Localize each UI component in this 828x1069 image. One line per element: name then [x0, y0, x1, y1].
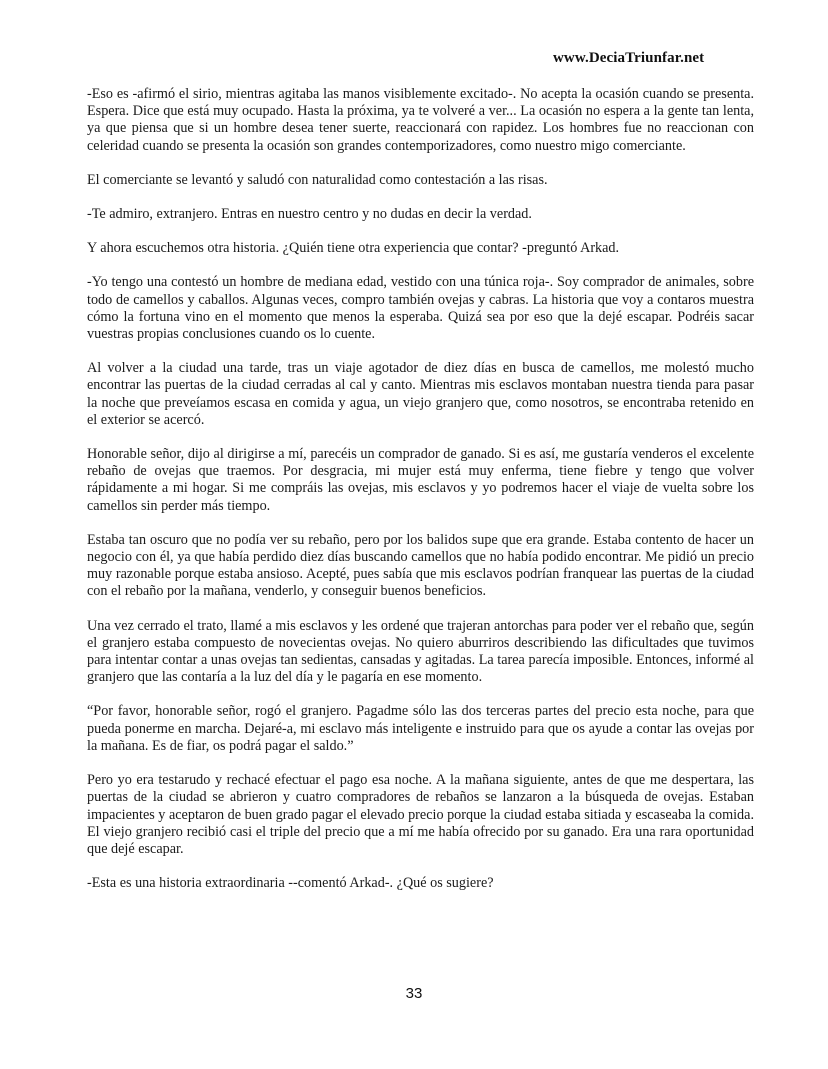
- paragraph: Una vez cerrado el trato, llamé a mis esclavos y les ordené que trajeran antorchas para poder ver el rebaño que, según el granjero estaba compuesto de novecientas ovejas. No quiero aburriros describiendo las dificultades que tuvimos para intentar contar a unas ovejas tan sedientas, cansadas y agitadas. La tarea parecía imposible. Entonces, informé al granjero que las contaría a la luz del día y le pagaría en ese momento.: [87, 617, 754, 686]
- paragraph: -Eso es -afirmó el sirio, mientras agitaba las manos visiblemente excitado-. No acepta la ocasión cuando se presenta. Espera. Dice que está muy ocupado. Hasta la próxima, ya te volveré a ver... La ocasión no espera a la gente tan lenta, ya que piensa que si un hombre desea tener suerte, reaccionará con rapidez. Los hombres fue no reaccionan con celeridad cuando se presenta la ocasión son grandes contemporizadores, como nuestro migo comerciante.: [87, 86, 754, 154]
- site-header-url: www.DeciaTriunfar.net: [553, 50, 705, 66]
- paragraph: Pero yo era testarudo y rechacé efectuar el pago esa noche. A la mañana siguiente, antes de que me despertara, las puertas de la ciudad se abrieron y cuatro compradores de rebaños se lanzaron a la búsqueda de ovejas. Estaban impacientes y aceptaron de buen grado pagar el elevado precio porque la ciudad estaba sitiada y escaseaba la comida. El viejo granjero recibió casi el triple del precio que a mí me había ofrecido por su ganado. Era una rara oportunidad que dejé escapar.: [87, 772, 754, 857]
- paragraph: El comerciante se levantó y saludó con naturalidad como contestación a las risas.: [87, 171, 548, 188]
- paragraph: -Esta es una historia extraordinaria --comentó Arkad-. ¿Qué os sugiere?: [87, 875, 494, 892]
- page-number: 33: [405, 985, 423, 1002]
- paragraph: Honorable señor, dijo al dirigirse a mí, parecéis un comprador de ganado. Si es así, me gustaría venderos el excelente rebaño de ovejas que traemos. Por desgracia, mi mujer está muy enferma, tiene fiebre y tengo que volver rápidamente a mi hogar. Si me compráis las ovejas, mis esclavos y yo podremos hacer el viaje de vuelta sobre los camellos sin perder más tiempo.: [87, 446, 754, 514]
- paragraph: -Te admiro, extranjero. Entras en nuestro centro y no dudas en decir la verdad.: [87, 206, 532, 223]
- paragraph: Estaba tan oscuro que no podía ver su rebaño, pero por los balidos supe que era grande. Estaba contento de hacer un negocio con él, ya que había perdido diez días buscando camellos que no había podido encontrar. Me pidió un precio muy razonable porque estaba ansioso. Acepté, pues sabía que mis esclavos podrían franquear las puertas de la ciudad con el rebaño por la mañana, venderlo, y conseguir buenos beneficios.: [87, 531, 754, 600]
- paragraph: Y ahora escuchemos otra historia. ¿Quién tiene otra experiencia que contar? -preguntó Arkad.: [87, 240, 620, 257]
- paragraph: “Por favor, honorable señor, rogó el granjero. Pagadme sólo las dos terceras partes del precio esta noche, para que pueda ponerme en marcha. Dejaré-a, mi esclavo más inteligente e instruido para que os ayude a contar las ovejas por la mañana. Es de fiar, os podrá pagar el saldo.”: [87, 703, 754, 754]
- paragraph: -Yo tengo una contestó un hombre de mediana edad, vestido con una túnica roja-. Soy comprador de animales, sobre todo de camellos y caballos. Algunas veces, compro también ovejas y cabras. La historia que voy a contaros muestra cómo la fortuna vino en el momento que menos la esperaba. Quizá sea por eso que la dejé escapar. Podréis sacar vuestras propias conclusiones cuando os lo cuente.: [87, 274, 754, 343]
- body-text: [87, 86, 754, 909]
- paragraph: Al volver a la ciudad una tarde, tras un viaje agotador de diez días en busca de camellos, me molestó mucho encontrar las puertas de la ciudad cerradas al cal y canto. Mientras mis esclavos montaban nuestra tienda para pasar la noche que preveíamos escasa en comida y agua, un viejo granjero que, como nosotros, se encontraba retenido en el exterior se acercó.: [87, 360, 754, 428]
